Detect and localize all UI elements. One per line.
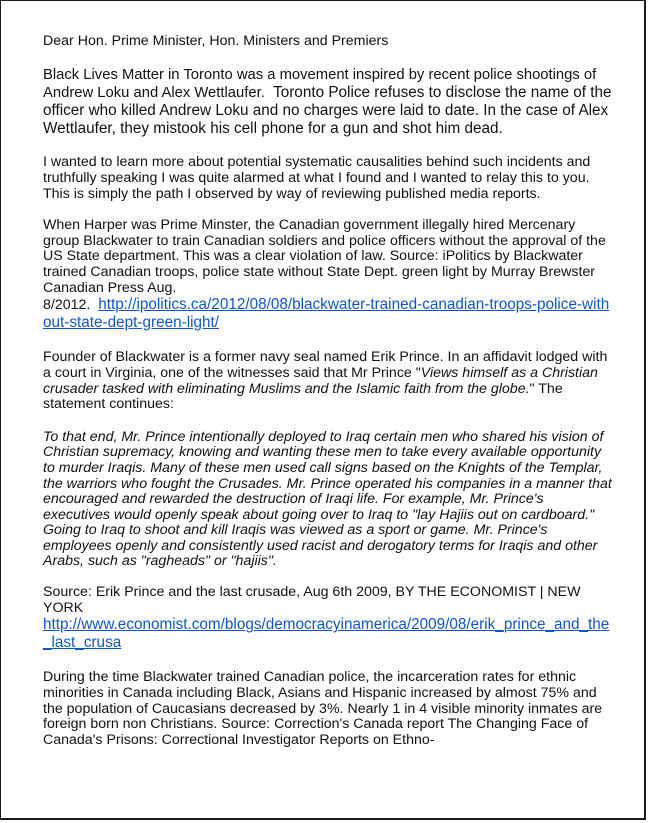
paragraph-rest: Toronto Police refuses to disclose the name of the officer who killed Andrew Loku and no charges were laid to date. In the case of Alex Wettlaufer, they mistook his cell phone for a gun and shot him dead. xyxy=(43,83,612,138)
ipolitics-link[interactable]: http://ipolitics.ca/2012/08/08/blackwater-trained-canadian-troops-police-without-state-dept-green-light/ xyxy=(43,296,610,331)
quote-block xyxy=(43,430,613,570)
paragraph-founder xyxy=(43,350,613,412)
paragraph-tail: " The statement continues: xyxy=(43,380,563,413)
source-text: Source: Erik Prince and the last crusade, Aug 6th 2009, BY THE ECONOMIST | NEW YORK xyxy=(43,584,581,616)
paragraph-lead: Black Lives Matter in Toronto was a movement inspired by recent police shootings of Andrew Loku and Alex Wettlaufer. xyxy=(43,66,597,101)
economist-link[interactable]: http://www.economist.com/blogs/democracyinamerica/2009/08/erik_prince_and_the_last_crusa xyxy=(43,616,610,651)
paragraph-black-lives-matter xyxy=(43,67,613,139)
quote-text: To that end, Mr. Prince intentionally deployed to Iraq certain men who shared his vision of Christian supremacy, knowing and wanting these men to take every available opportunity to murder Iraqis. Many of these men used call signs based on the Knights of the Templar, the warriors who fought the Crusades. Mr. Prince operated his companies in a manner that encouraged and rewarded the destruction of Iraqi life. For example, Mr. Prince's executives would openly speak about going over to Iraq to "lay Hajiis out on cardboard." Going to Iraq to shoot and kill Iraqis was viewed as a sport or game. Mr. Prince's employees openly and consistently used racist and derogatory terms for Iraqis and other Arabs, such as "ragheads" or "hajiis". xyxy=(43,428,612,570)
paragraph-text: When Harper was Prime Minster, the Canadian government illegally hired Mercenary group Blackwater to train Canadian soldiers and police officers without the approval of the US State department. This was a clear violation of law. Source: iPolitics by Blackwater trained Canadian troops, police state without State Dept. green light by Murray Brewster Canadian Press Aug. xyxy=(43,217,606,296)
paragraph-incarceration: During the time Blackwater trained Canadian police, the incarceration rates for ethnic minorities in Canada including Black, Asians and Hispanic increased by almost 75% and the population of Caucasians decreased by 3%. Nearly 1 in 4 visible minority inmates are foreign born non Christians. Source: Correction's Canada report The Changing Face of Canada's Prisons: Correctional Investigator Reports on Ethno- xyxy=(43,669,603,748)
greeting: Dear Hon. Prime Minister, Hon. Ministers and Premiers xyxy=(43,33,389,49)
source-date: 8/2012. xyxy=(43,297,91,314)
paragraph-lead: Founder of Blackwater is a former navy seal named Erik Prince. In an affidavit lodged with a court in Virginia, one of the witnesses said that Mr Prince " xyxy=(43,349,608,381)
source-economist xyxy=(43,585,613,651)
paragraph-intent: I wanted to learn more about potential systematic causalities behind such incidents and truthfully speaking I was quite alarmed at what I found and I wanted to relay this to you. This is simply the path I observed by way of reviewing published media reports. xyxy=(43,154,591,202)
letter-body xyxy=(43,34,613,748)
affidavit-quote: Views himself as a Christian crusader tasked with eliminating Muslims and the Islamic faith from the globe. xyxy=(43,364,598,397)
paragraph-harper xyxy=(43,218,613,331)
